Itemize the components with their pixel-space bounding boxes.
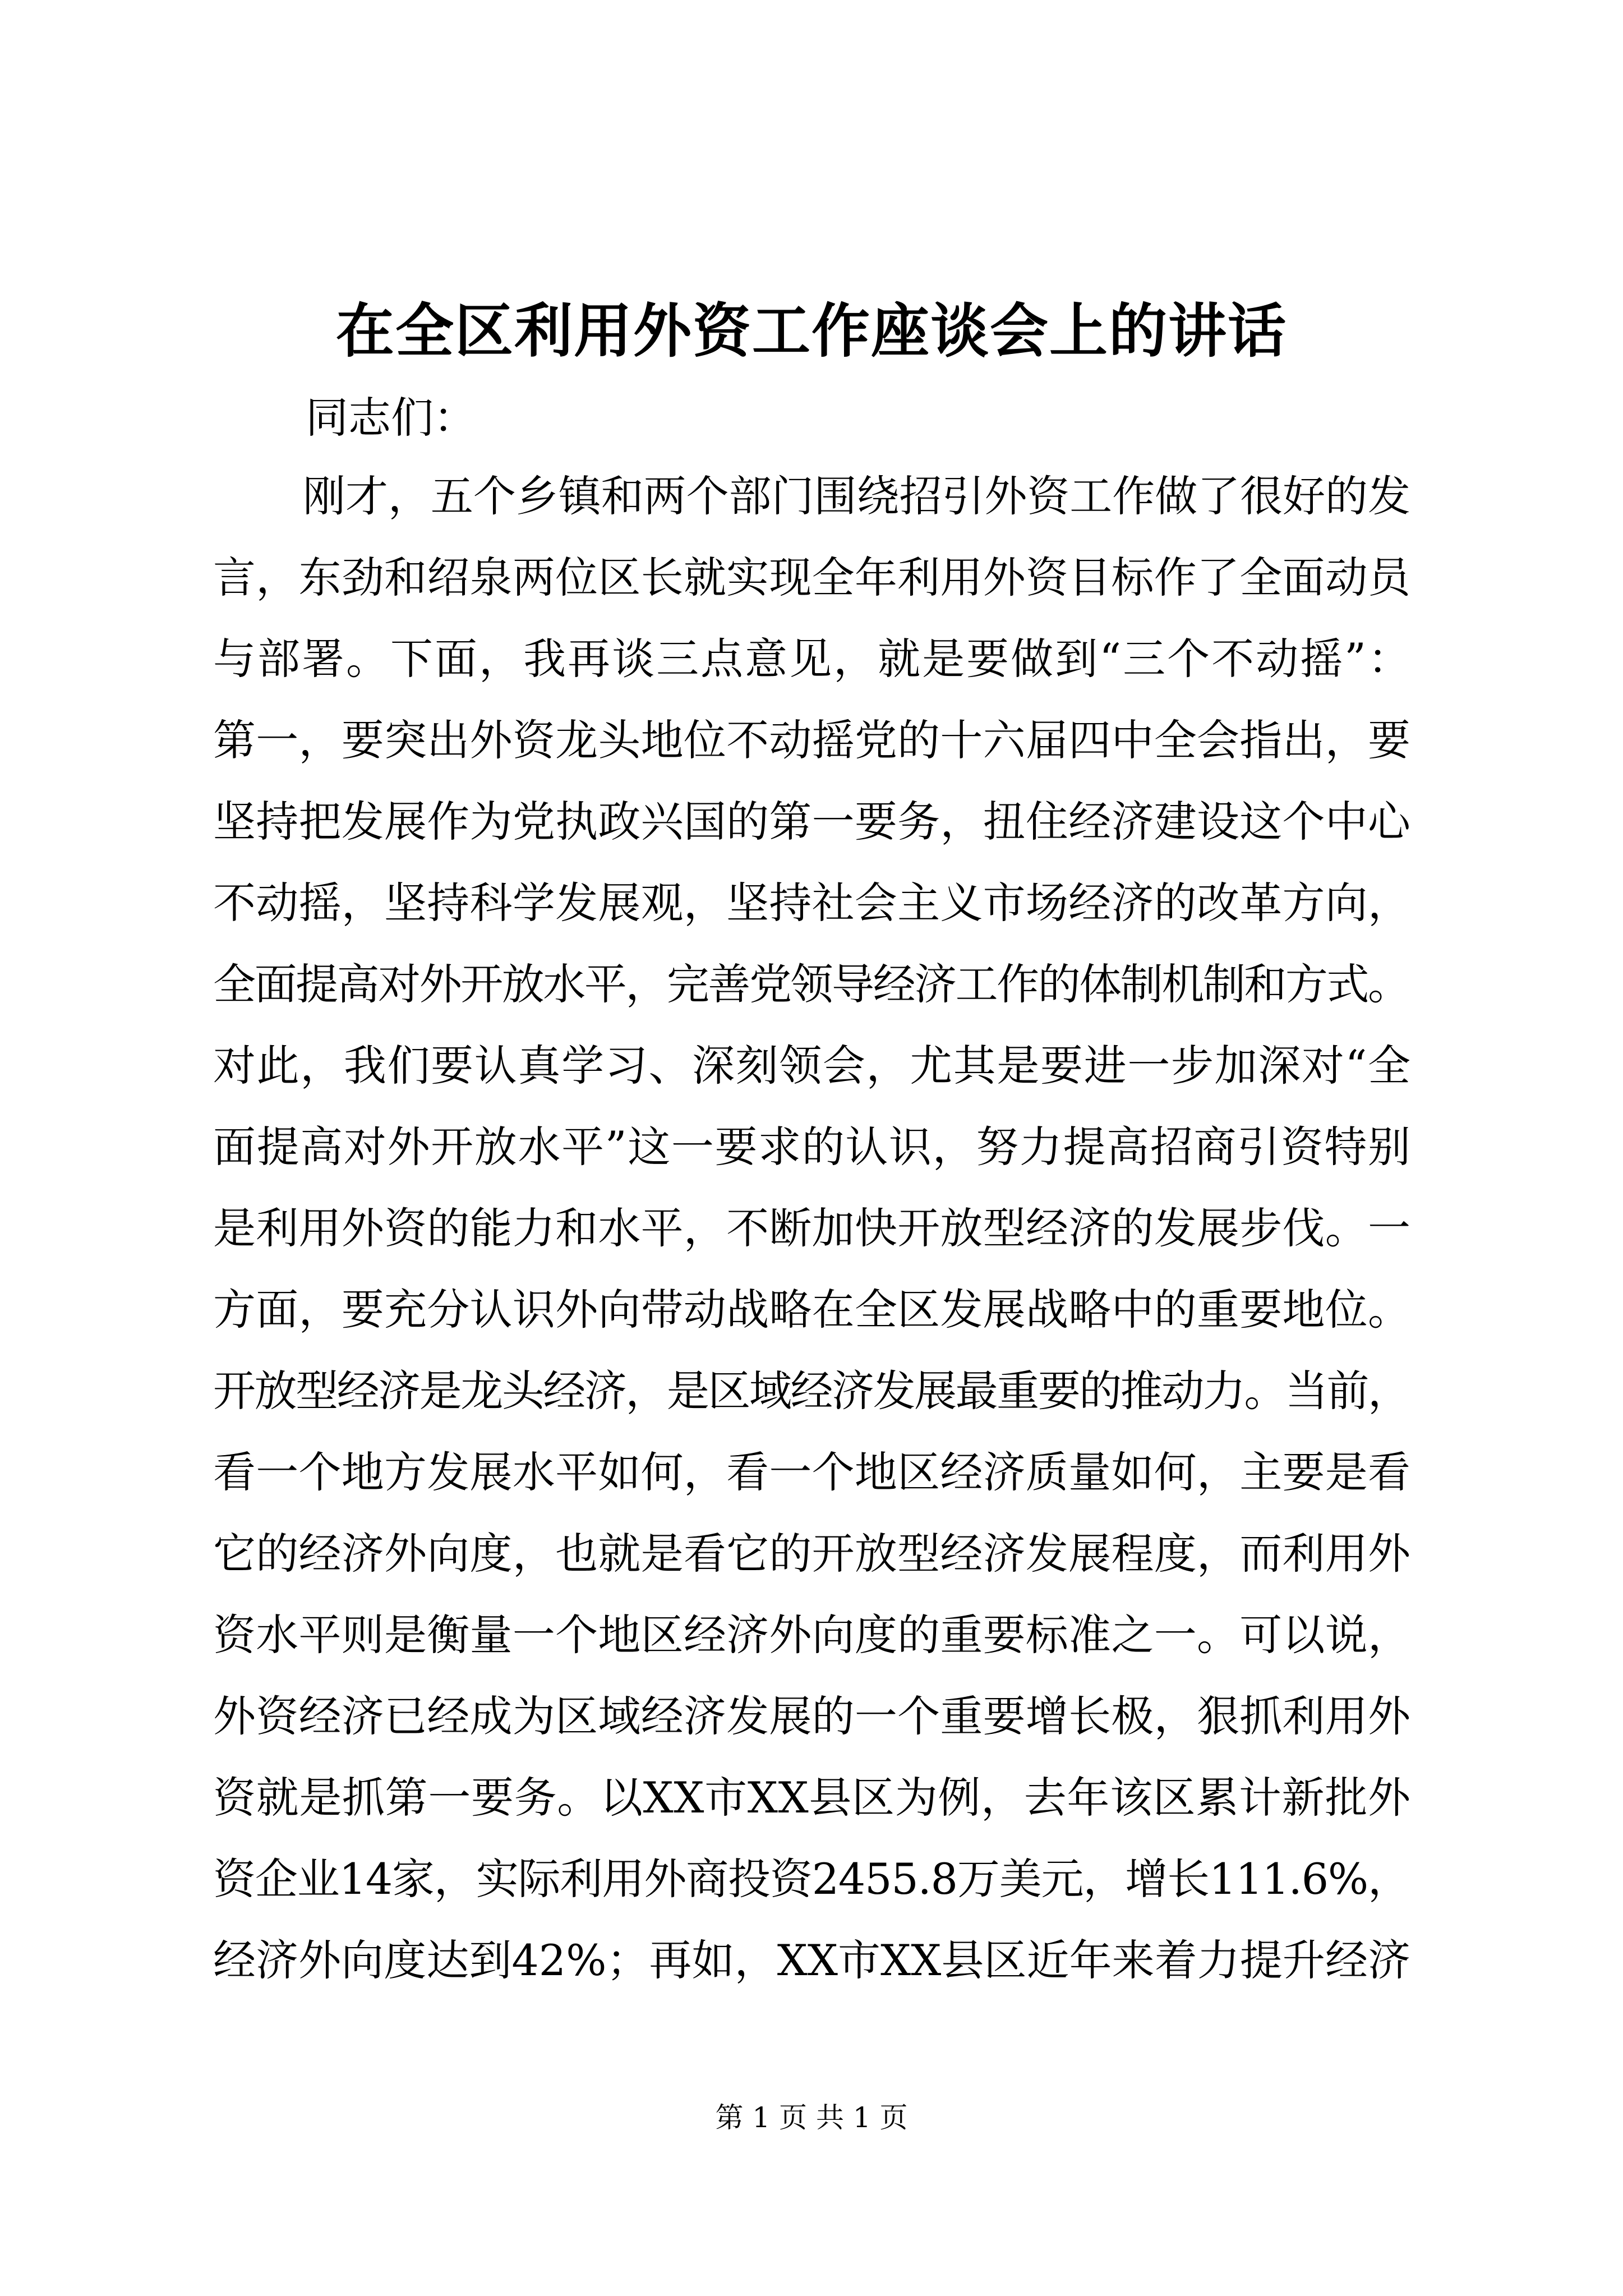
salutation: 同志们： [306, 393, 476, 443]
body-line-text: 不动摇，坚持科学发展观，坚持社会主义市场经济的改革方向， [213, 878, 1411, 928]
body-line-text: 刚才，五个乡镇和两个部门围绕招引外资工作做了很好的发 [303, 471, 1410, 521]
body-line-text: 资企业14家，实际利用外商投资2455.8万美元，增长111.6%， [213, 1854, 1410, 1904]
body-line-text: 资就是抓第一要务。以XX市XX县区为例，去年该区累计新批外 [213, 1773, 1411, 1823]
body-line-text: 坚持把发展作为党执政兴国的第一要务，扭住经济建设这个中心 [213, 797, 1411, 846]
body-line-text: 是利用外资的能力和水平，不断加快开放型经济的发展步伐。一 [213, 1203, 1411, 1253]
body-line-text: 言，东劲和绍泉两位区长就实现全年利用外资目标作了全面动员 [213, 553, 1411, 602]
body-line-text: 与部署。下面，我再谈三点意见，就是要做到“三个不动摇”： [213, 634, 1412, 684]
body-line-text: 经济外向度达到42%；再如，XX市XX县区近年来着力提升经济 [213, 1935, 1411, 1985]
body-line-text: 开放型经济是龙头经济，是区域经济发展最重要的推动力。当前， [213, 1366, 1409, 1416]
body-line-text: 面提高对外开放水平”这一要求的认识，努力提高招商引资特别 [213, 1122, 1412, 1172]
body-line-text: 对此，我们要认真学习、深刻领会，尤其是要进一步加深对“全 [213, 1041, 1412, 1091]
body-line-text: 外资经济已经成为区域经济发展的一个重要增长极，狠抓利用外 [213, 1691, 1411, 1741]
page-footer: 第 1 页 共 1 页 [715, 2101, 908, 2134]
body-line-text: 全面提高对外开放水平，完善党领导经济工作的体制机制和方式。 [213, 959, 1409, 1009]
body-line-text: 它的经济外向度，也就是看它的开放型经济发展程度，而利用外 [213, 1529, 1411, 1579]
body-line-text: 看一个地方发展水平如何，看一个地区经济质量如何，主要是看 [213, 1447, 1411, 1497]
body-line-text: 第一，要突出外资龙头地位不动摇党的十六届四中全会指出，要 [213, 715, 1411, 765]
document-title: 在全区利用外资工作座谈会上的讲话 [335, 296, 1287, 365]
body-line-text: 方面，要充分认识外向带动战略在全区发展战略中的重要地位。 [213, 1285, 1411, 1335]
body-line-text: 资水平则是衡量一个地区经济外向度的重要标准之一。可以说， [213, 1610, 1411, 1660]
